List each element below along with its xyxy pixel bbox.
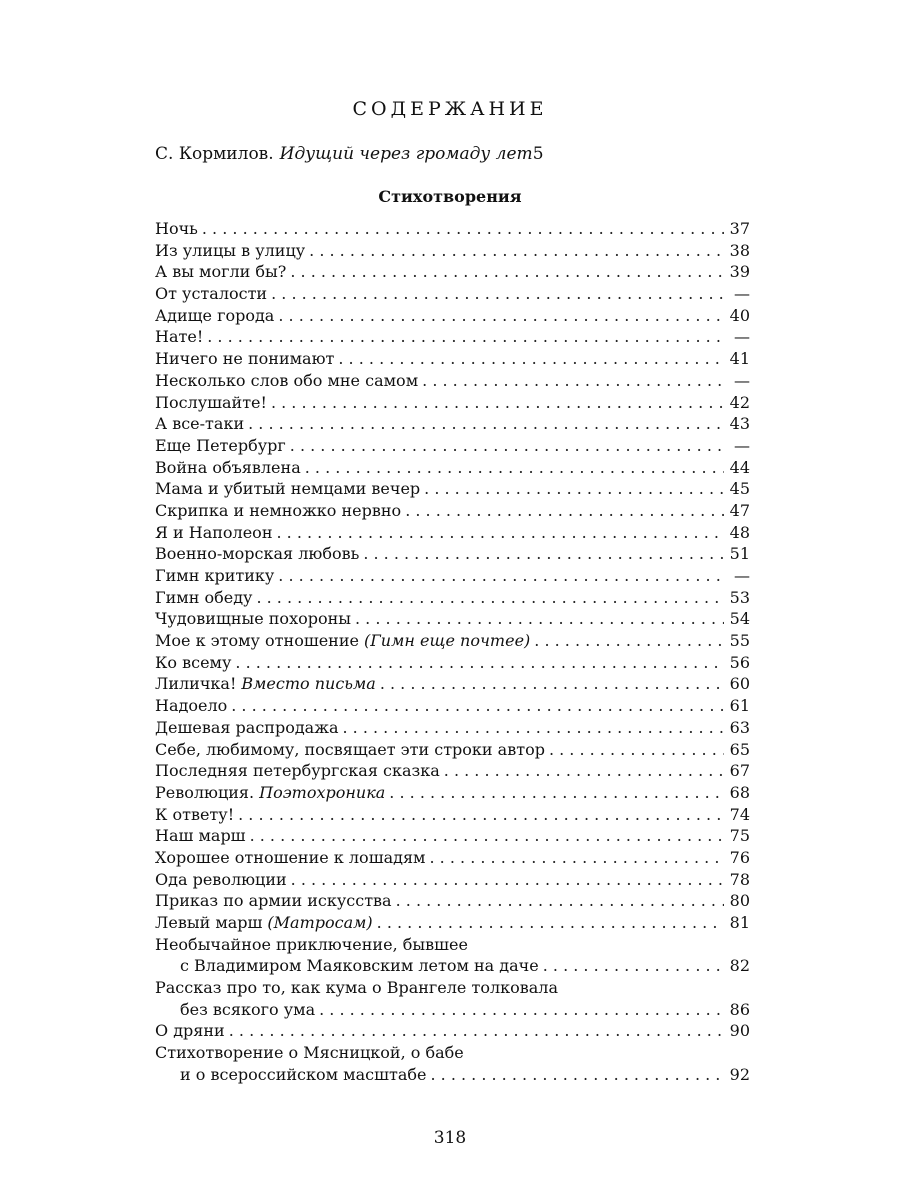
leader-dots bbox=[291, 869, 724, 891]
toc-entry bbox=[155, 739, 750, 761]
toc-entry-page: 51 bbox=[729, 544, 750, 564]
toc-entry-title: Адище города bbox=[155, 305, 275, 325]
toc-entry-title: Стихотворение о Мясницкой, о бабе bbox=[155, 1043, 464, 1063]
toc-entry bbox=[155, 760, 750, 782]
toc-entry-line bbox=[155, 934, 750, 956]
leader-dots bbox=[238, 804, 724, 826]
toc-entry bbox=[155, 804, 750, 826]
toc-entry-page: 55 bbox=[729, 631, 750, 651]
toc-entry bbox=[155, 695, 750, 717]
toc-entry-title: Несколько слов обо мне самом bbox=[155, 370, 419, 390]
toc-entry bbox=[155, 782, 750, 804]
toc-entry-page: 38 bbox=[729, 240, 750, 260]
toc-entry-page: 37 bbox=[729, 219, 750, 238]
toc-entry-title-cont: и о всероссийском масштабе bbox=[180, 1064, 427, 1084]
page-title: СОДЕРЖАНИЕ bbox=[352, 98, 548, 120]
toc-entry-continuation bbox=[155, 999, 750, 1021]
leader-dots bbox=[278, 305, 724, 327]
leader-dots bbox=[543, 955, 724, 977]
toc-entry-page: 81 bbox=[729, 913, 750, 932]
toc-entry-subtitle: (Гимн еще почтее) bbox=[363, 631, 531, 651]
toc-entry bbox=[155, 240, 750, 262]
toc-entry-title: От усталости bbox=[155, 284, 268, 304]
toc-entry-page: 78 bbox=[729, 869, 750, 889]
toc-entry-page: 74 bbox=[729, 804, 750, 824]
page-number: 318 bbox=[433, 1128, 467, 1148]
toc-entry-page: 41 bbox=[729, 349, 750, 369]
toc-entry-title: Мама и убитый немцами вечер bbox=[155, 479, 421, 499]
section-title: Стихотворения bbox=[378, 187, 522, 206]
toc-entry-page: 43 bbox=[729, 414, 750, 434]
leader-dots bbox=[271, 283, 724, 305]
toc-entry-title: Война объявлена bbox=[155, 457, 301, 477]
toc-entry-page: 86 bbox=[729, 999, 750, 1019]
leader-dots bbox=[422, 370, 724, 392]
toc-list bbox=[155, 218, 750, 1086]
toc-entry-page: 61 bbox=[729, 696, 750, 716]
toc-entry-title: Послушайте! bbox=[155, 392, 267, 412]
toc-entry-page: 54 bbox=[729, 609, 750, 629]
leader-dots bbox=[276, 522, 724, 544]
toc-entry-page: — bbox=[734, 370, 750, 390]
leader-dots bbox=[549, 739, 724, 761]
toc-entry-title: Ничего не понимают bbox=[155, 349, 335, 369]
toc-entry-title: Ночь bbox=[155, 219, 198, 238]
leader-dots bbox=[338, 348, 724, 370]
intro-page: 5 bbox=[532, 144, 544, 164]
toc-entry-subtitle: Поэтохроника bbox=[259, 782, 386, 802]
toc-entry-title-cont: без всякого ума bbox=[180, 999, 316, 1019]
toc-entry-title: Чудовищные похороны bbox=[155, 609, 351, 629]
toc-entry-title: Лиличка! bbox=[155, 674, 237, 694]
toc-entry-title: Левый марш bbox=[155, 913, 263, 932]
toc-entry-title: О дряни bbox=[155, 1021, 225, 1041]
leader-dots bbox=[229, 1020, 724, 1042]
toc-entry-page: 68 bbox=[729, 782, 750, 802]
toc-entry bbox=[155, 522, 750, 544]
toc-entry-title: К ответу! bbox=[155, 804, 235, 824]
leader-dots bbox=[290, 435, 724, 457]
toc-entry bbox=[155, 478, 750, 500]
toc-entry-page: 80 bbox=[729, 891, 750, 911]
leader-dots bbox=[396, 890, 724, 912]
toc-entry-subtitle: (Матросам) bbox=[267, 913, 373, 932]
toc-entry-title: Нате! bbox=[155, 327, 204, 347]
toc-entry-title: Военно-морская любовь bbox=[155, 544, 360, 564]
toc-entry-page: 76 bbox=[729, 847, 750, 867]
toc-entry-title: Гимн обеду bbox=[155, 587, 253, 607]
toc-entry bbox=[155, 869, 750, 891]
toc-entry-title: Гимн критику bbox=[155, 566, 275, 585]
toc-entry-page: 65 bbox=[729, 739, 750, 759]
toc-entry-page: 82 bbox=[729, 956, 750, 976]
toc-entry bbox=[155, 370, 750, 392]
leader-dots bbox=[207, 326, 724, 348]
toc-entry-page: 53 bbox=[729, 587, 750, 607]
leader-dots bbox=[430, 1064, 724, 1086]
toc-entry bbox=[155, 283, 750, 305]
toc-entry bbox=[155, 652, 750, 674]
toc-entry-title: Хорошее отношение к лошадям bbox=[155, 847, 426, 867]
toc-entry-page: 92 bbox=[729, 1064, 750, 1084]
toc-entry-page: 75 bbox=[729, 826, 750, 846]
toc-entry-title: Наш марш bbox=[155, 826, 246, 846]
leader-dots bbox=[405, 500, 724, 522]
toc-entry-title: Ода революции bbox=[155, 869, 287, 889]
toc-entry-title: Скрипка и немножко нервно bbox=[155, 500, 402, 520]
toc-entry-continuation bbox=[155, 955, 750, 977]
toc-entry-title: Революция. bbox=[155, 782, 255, 802]
toc-entry bbox=[155, 435, 750, 457]
toc-entry-title: Мое к этому отношение bbox=[155, 631, 359, 651]
leader-dots bbox=[309, 240, 724, 262]
toc-entry-page: — bbox=[734, 566, 750, 585]
toc-entry bbox=[155, 673, 750, 695]
toc-entry-page: — bbox=[734, 284, 750, 304]
toc-entry-continuation bbox=[155, 1064, 750, 1086]
intro-title: Идущий через громаду лет bbox=[279, 144, 533, 164]
leader-dots bbox=[430, 847, 725, 869]
toc-entry-title: Из улицы в улицу bbox=[155, 240, 306, 260]
toc-entry bbox=[155, 717, 750, 739]
intro-author: С. Кормилов. bbox=[155, 144, 274, 164]
toc-entry-page: 39 bbox=[729, 262, 750, 282]
toc-entry-page: 48 bbox=[729, 522, 750, 542]
toc-entry-page: 45 bbox=[729, 479, 750, 499]
leader-dots bbox=[248, 413, 724, 435]
toc-entry-title: Последняя петербургская сказка bbox=[155, 761, 440, 781]
leader-dots bbox=[256, 587, 724, 609]
leader-dots bbox=[290, 261, 724, 283]
toc-entry-title: Надоело bbox=[155, 696, 228, 716]
toc-entry bbox=[155, 261, 750, 283]
leader-dots bbox=[319, 999, 724, 1021]
intro-entry bbox=[155, 144, 750, 170]
toc-entry-page: 56 bbox=[729, 652, 750, 672]
toc-entry-page: 40 bbox=[729, 305, 750, 325]
leader-dots bbox=[231, 695, 724, 717]
toc-entry-page: 44 bbox=[729, 457, 750, 477]
toc-entry-title-cont: с Владимиром Маяковским летом на даче bbox=[180, 956, 539, 976]
toc-entry bbox=[155, 1020, 750, 1042]
toc-entry bbox=[155, 890, 750, 912]
leader-dots bbox=[534, 630, 724, 652]
toc-entry-page: 90 bbox=[729, 1021, 750, 1041]
toc-entry-page: 63 bbox=[729, 717, 750, 737]
toc-entry-line bbox=[155, 1042, 750, 1064]
leader-dots bbox=[377, 912, 724, 934]
toc-entry-page: — bbox=[734, 327, 750, 347]
toc-entry bbox=[155, 457, 750, 479]
toc-entry-title: А вы могли бы? bbox=[155, 262, 287, 282]
toc-entry-page: 67 bbox=[729, 761, 750, 781]
toc-entry bbox=[155, 912, 750, 934]
toc-entry bbox=[155, 392, 750, 414]
toc-entry bbox=[155, 587, 750, 609]
toc-entry bbox=[155, 218, 750, 240]
toc-entry-title: А все-таки bbox=[155, 414, 245, 434]
leader-dots bbox=[355, 608, 724, 630]
toc-entry-title: Рассказ про то, как кума о Врангеле толковала bbox=[155, 978, 558, 998]
toc-entry-page: 42 bbox=[729, 392, 750, 412]
toc-entry bbox=[155, 543, 750, 565]
toc-entry bbox=[155, 630, 750, 652]
leader-dots bbox=[235, 652, 724, 674]
toc-entry bbox=[155, 326, 750, 348]
toc-entry-title: Приказ по армии искусства bbox=[155, 891, 392, 911]
leader-dots bbox=[389, 782, 724, 804]
leader-dots bbox=[250, 825, 724, 847]
leader-dots bbox=[305, 457, 724, 479]
toc-entry bbox=[155, 500, 750, 522]
toc-entry bbox=[155, 847, 750, 869]
toc-entry-title: Дешевая распродажа bbox=[155, 717, 339, 737]
toc-entry bbox=[155, 305, 750, 327]
leader-dots bbox=[271, 392, 724, 414]
toc-entry bbox=[155, 565, 750, 587]
toc-entry bbox=[155, 413, 750, 435]
toc-entry-line bbox=[155, 977, 750, 999]
toc-entry bbox=[155, 608, 750, 630]
toc-entry-page: — bbox=[734, 435, 750, 455]
toc-entry-page: 47 bbox=[729, 500, 750, 520]
toc-entry-title: Ко всему bbox=[155, 652, 232, 672]
toc-entry-subtitle: Вместо письма bbox=[241, 674, 376, 694]
toc-entry bbox=[155, 348, 750, 370]
leader-dots bbox=[424, 478, 724, 500]
leader-dots bbox=[363, 543, 724, 565]
leader-dots bbox=[342, 717, 724, 739]
leader-dots bbox=[202, 218, 724, 240]
toc-entry-title: Себе, любимому, посвящает эти строки автор bbox=[155, 739, 545, 759]
toc-entry-title: Необычайное приключение, бывшее bbox=[155, 934, 468, 954]
toc-entry-title: Я и Наполеон bbox=[155, 522, 273, 542]
toc-entry-page: 60 bbox=[729, 674, 750, 694]
leader-dots bbox=[380, 673, 724, 695]
leader-dots bbox=[444, 760, 724, 782]
toc-entry bbox=[155, 825, 750, 847]
leader-dots bbox=[278, 565, 724, 587]
toc-entry-title: Еще Петербург bbox=[155, 435, 286, 455]
